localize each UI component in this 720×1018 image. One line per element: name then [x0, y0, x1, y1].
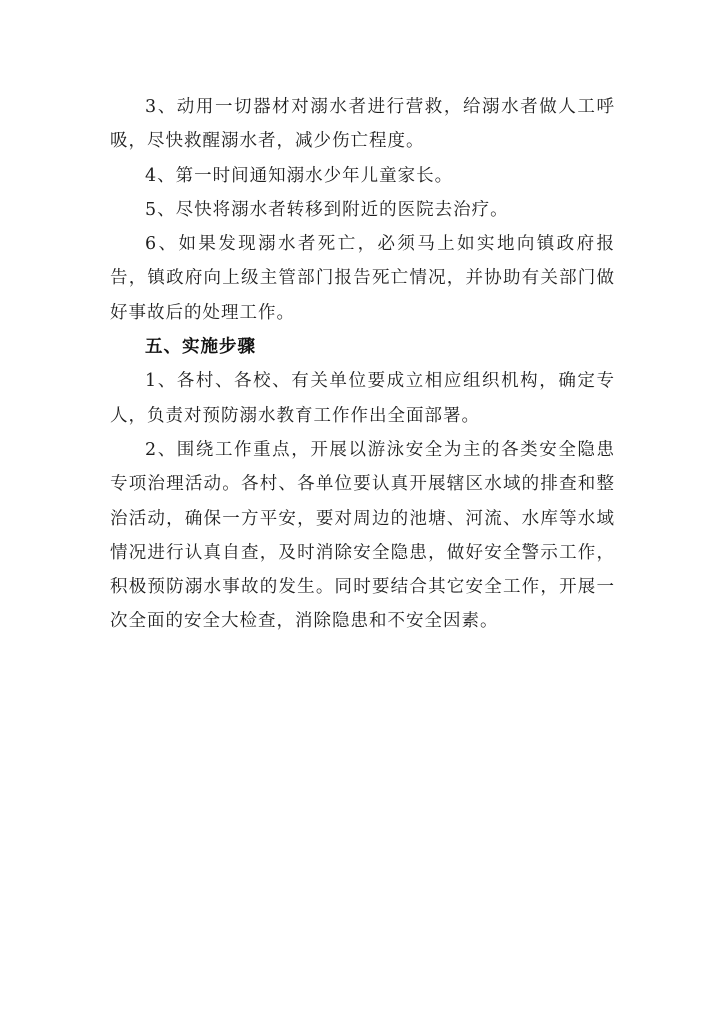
- paragraph-item-6: 6、如果发现溺水者死亡，必须马上如实地向镇政府报告，镇政府向上级主管部门报告死亡情况，并协助有关部门做好事故后的处理工作。: [110, 234, 615, 323]
- paragraph-step-2: 2、围绕工作重点，开展以游泳安全为主的各类安全隐患专项治理活动。各村、各单位要认真开展辖区水域的排查和整治活动，确保一方平安，要对周边的池塘、河流、水库等水域情况进行认真自查，及时消除安全隐患，做好安全警示工作，积极预防溺水事故的发生。同时要结合其它安全工作，开展一次全面的安全大检查，消除隐患和不安全因素。: [110, 439, 615, 632]
- paragraph-item-4: 4、第一时间通知溺水少年儿童家长。: [145, 165, 454, 186]
- document-body: [110, 90, 615, 639]
- paragraph-item-3: 3、动用一切器材对溺水者进行营救，给溺水者做人工呼吸，尽快救醒溺水者，减少伤亡程度。: [110, 97, 615, 152]
- section-heading: 五、实施步骤: [145, 337, 256, 358]
- paragraph-step-1: 1、各村、各校、有关单位要成立相应组织机构，确定专人，负责对预防溺水教育工作作出全面部署。: [110, 371, 615, 426]
- paragraph-item-5: 5、尽快将溺水者转移到附近的医院去治疗。: [145, 199, 509, 220]
